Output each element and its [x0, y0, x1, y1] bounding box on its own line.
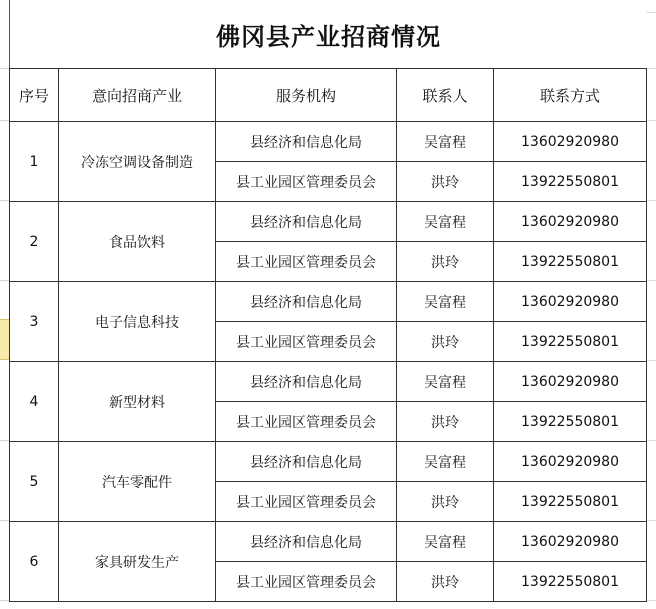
contact-person-cell[interactable]: 洪玲 [397, 162, 494, 202]
phone-cell[interactable]: 13602920980 [494, 362, 647, 402]
contact-person-cell[interactable]: 吴富程 [397, 442, 494, 482]
contact-person-cell[interactable]: 洪玲 [397, 402, 494, 442]
contact-person-cell[interactable]: 吴富程 [397, 362, 494, 402]
phone-cell[interactable]: 13922550801 [494, 242, 647, 282]
contact-person-cell[interactable]: 吴富程 [397, 282, 494, 322]
industry-cell[interactable]: 家具研发生产 [59, 522, 216, 602]
agency-cell[interactable]: 县工业园区管理委员会 [216, 562, 397, 602]
contact-person-cell[interactable]: 洪玲 [397, 562, 494, 602]
contact-person-cell[interactable]: 吴富程 [397, 122, 494, 162]
selected-row-header[interactable] [0, 319, 9, 360]
agency-cell[interactable]: 县工业园区管理委员会 [216, 322, 397, 362]
contact-person-cell[interactable]: 洪玲 [397, 322, 494, 362]
header-cell-industry[interactable]: 意向招商产业 [59, 69, 216, 122]
agency-cell[interactable]: 县经济和信息化局 [216, 122, 397, 162]
phone-cell[interactable]: 13602920980 [494, 442, 647, 482]
industry-cell[interactable]: 冷冻空调设备制造 [59, 122, 216, 202]
header-cell-phone[interactable]: 联系方式 [494, 69, 647, 122]
agency-cell[interactable]: 县经济和信息化局 [216, 442, 397, 482]
phone-cell[interactable]: 13602920980 [494, 522, 647, 562]
table-row [10, 282, 647, 322]
phone-cell[interactable]: 13922550801 [494, 402, 647, 442]
header-row [10, 69, 647, 122]
industry-cell[interactable]: 电子信息科技 [59, 282, 216, 362]
header-cell-contact[interactable]: 联系人 [397, 69, 494, 122]
phone-cell[interactable]: 13602920980 [494, 202, 647, 242]
sheet-title[interactable]: 佛冈县产业招商情况 [9, 0, 647, 68]
investment-table [9, 68, 647, 602]
header-cell-no[interactable]: 序号 [10, 69, 59, 122]
industry-cell[interactable]: 汽车零配件 [59, 442, 216, 522]
row-number-cell[interactable]: 6 [10, 522, 59, 602]
adjacent-empty-cells[interactable] [646, 0, 656, 609]
phone-cell[interactable]: 13922550801 [494, 482, 647, 522]
row-header-gutter[interactable] [0, 0, 9, 609]
row-number-cell[interactable]: 4 [10, 362, 59, 442]
agency-cell[interactable]: 县工业园区管理委员会 [216, 402, 397, 442]
agency-cell[interactable]: 县经济和信息化局 [216, 522, 397, 562]
row-number-cell[interactable]: 5 [10, 442, 59, 522]
phone-cell[interactable]: 13922550801 [494, 162, 647, 202]
table-row [10, 362, 647, 402]
row-number-cell[interactable]: 3 [10, 282, 59, 362]
row-number-cell[interactable]: 1 [10, 122, 59, 202]
agency-cell[interactable]: 县工业园区管理委员会 [216, 162, 397, 202]
agency-cell[interactable]: 县经济和信息化局 [216, 362, 397, 402]
table-row [10, 122, 647, 162]
agency-cell[interactable]: 县经济和信息化局 [216, 282, 397, 322]
header-cell-agency[interactable]: 服务机构 [216, 69, 397, 122]
contact-person-cell[interactable]: 吴富程 [397, 522, 494, 562]
table-row [10, 442, 647, 482]
contact-person-cell[interactable]: 吴富程 [397, 202, 494, 242]
industry-cell[interactable]: 新型材料 [59, 362, 216, 442]
phone-cell[interactable]: 13602920980 [494, 282, 647, 322]
table-row [10, 202, 647, 242]
agency-cell[interactable]: 县经济和信息化局 [216, 202, 397, 242]
phone-cell[interactable]: 13922550801 [494, 322, 647, 362]
industry-cell[interactable]: 食品饮料 [59, 202, 216, 282]
agency-cell[interactable]: 县工业园区管理委员会 [216, 242, 397, 282]
phone-cell[interactable]: 13922550801 [494, 562, 647, 602]
contact-person-cell[interactable]: 洪玲 [397, 482, 494, 522]
phone-cell[interactable]: 13602920980 [494, 122, 647, 162]
agency-cell[interactable]: 县工业园区管理委员会 [216, 482, 397, 522]
contact-person-cell[interactable]: 洪玲 [397, 242, 494, 282]
row-number-cell[interactable]: 2 [10, 202, 59, 282]
table-row [10, 522, 647, 562]
